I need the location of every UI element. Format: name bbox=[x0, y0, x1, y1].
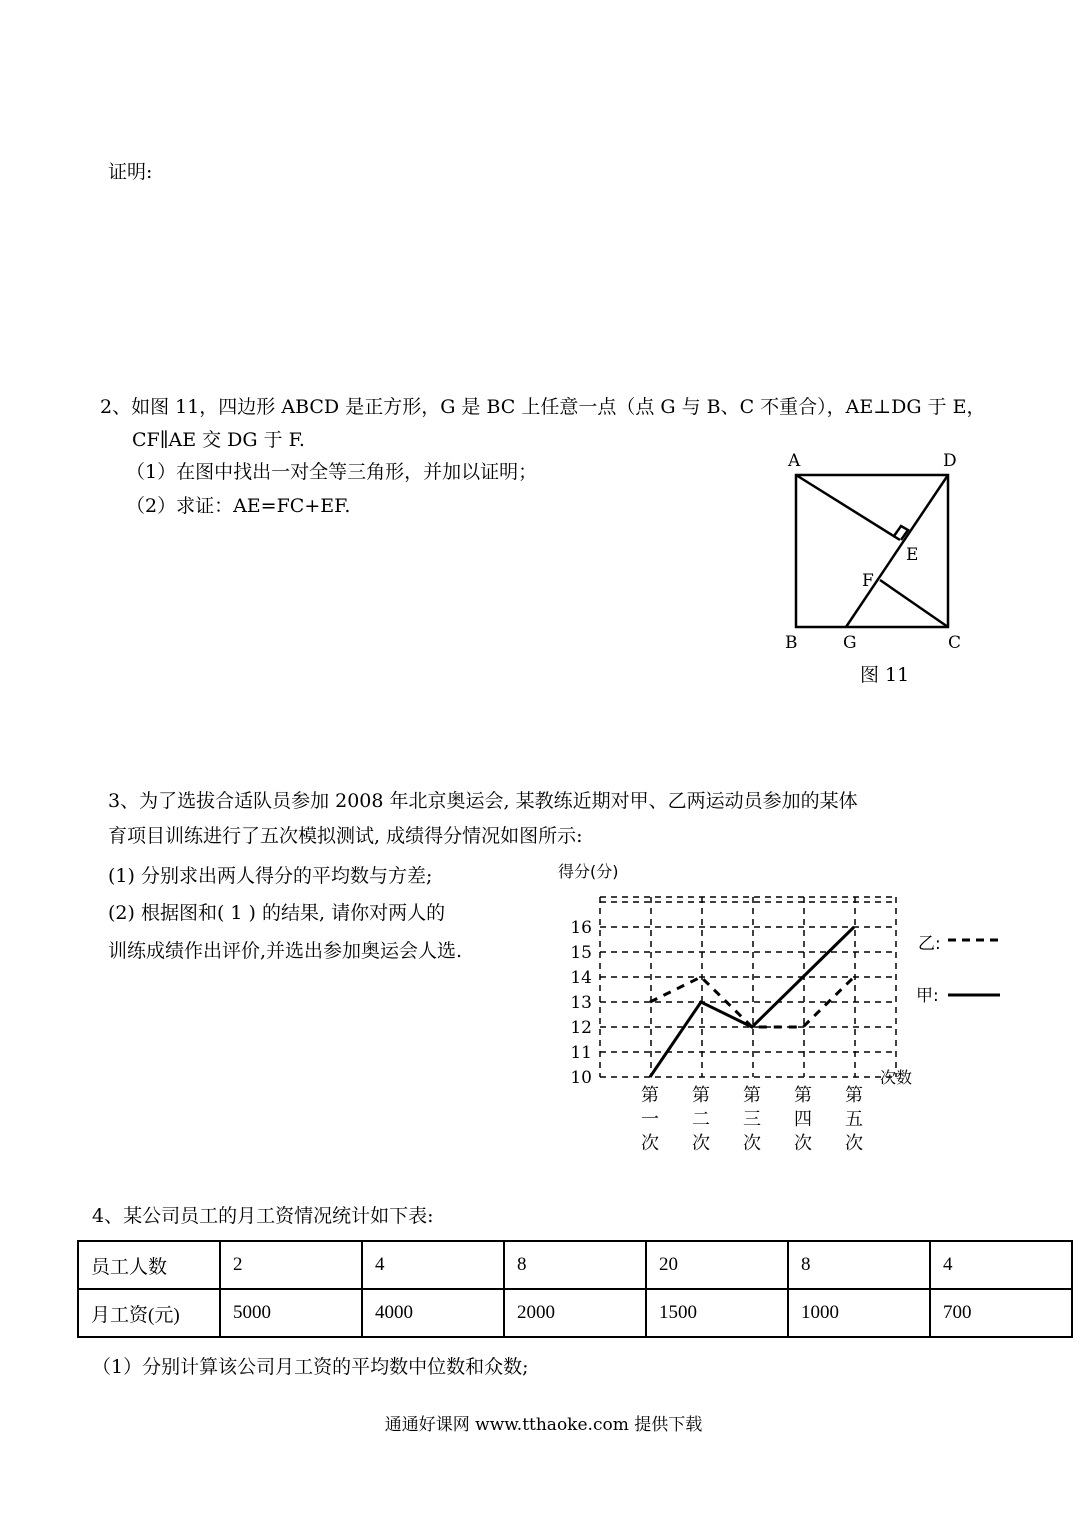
chart-ylabel: 得分(分) bbox=[558, 862, 619, 881]
table-cell: 5000 bbox=[220, 1289, 362, 1337]
y-tick-label: 15 bbox=[570, 943, 592, 963]
label-d: D bbox=[943, 451, 957, 471]
table-cell: 8 bbox=[504, 1241, 646, 1289]
segment-fc bbox=[880, 580, 948, 627]
x-tick-label: 次 bbox=[845, 1133, 863, 1154]
x-tick-label: 五 bbox=[845, 1109, 863, 1130]
q2-line1: 2、如图 11，四边形 ABCD 是正方形，G 是 BC 上任意一点（点 G 与 B、C 不重合），AE⊥DG 于 E， bbox=[100, 396, 986, 418]
chart-y-ticks bbox=[570, 918, 592, 1088]
table-cell: 2000 bbox=[504, 1289, 646, 1337]
q3-line2: 育项目训练进行了五次模拟测试, 成绩得分情况如图所示: bbox=[108, 825, 583, 847]
y-tick-label: 10 bbox=[570, 1068, 592, 1088]
x-tick-label: 二 bbox=[692, 1109, 710, 1130]
figure-caption: 图 11 bbox=[860, 664, 910, 686]
q4-part1: （1）分别计算该公司月工资的平均数中位数和众数; bbox=[92, 1356, 529, 1378]
y-tick-label: 13 bbox=[570, 993, 592, 1013]
x-tick-label: 第 bbox=[692, 1085, 710, 1106]
page-footer: 通通好课网 www.tthaoke.com 提供下载 bbox=[384, 1415, 703, 1435]
table-cell: 4000 bbox=[362, 1289, 504, 1337]
q2-line2: CF∥AE 交 DG 于 F. bbox=[132, 429, 305, 451]
q3-part2a: (2) 根据图和( 1 ) 的结果, 请你对两人的 bbox=[108, 902, 446, 924]
square-abcd bbox=[796, 475, 948, 627]
wage-table bbox=[77, 1240, 1073, 1338]
q2-part1: （1）在图中找出一对全等三角形，并加以证明； bbox=[126, 461, 538, 483]
x-tick-label: 四 bbox=[794, 1109, 812, 1130]
table-cell: 20 bbox=[646, 1241, 788, 1289]
q2-part2: （2）求证：AE=FC+EF. bbox=[126, 495, 351, 517]
x-tick-label: 第 bbox=[743, 1085, 761, 1106]
label-b: B bbox=[785, 633, 798, 653]
x-tick-label: 三 bbox=[743, 1109, 761, 1130]
table-cell: 1000 bbox=[788, 1289, 930, 1337]
x-tick-label: 第 bbox=[845, 1085, 863, 1106]
q3-line1: 3、为了选拔合适队员参加 2008 年北京奥运会, 某教练近期对甲、乙两运动员参加的某体 bbox=[108, 790, 858, 812]
table-cell: 月工资(元) bbox=[78, 1289, 220, 1337]
chart-xlabel: 次数 bbox=[880, 1068, 913, 1087]
table-cell: 1500 bbox=[646, 1289, 788, 1337]
x-tick-label: 第 bbox=[794, 1085, 812, 1106]
x-tick-label: 次 bbox=[641, 1133, 659, 1154]
x-tick-label: 次 bbox=[794, 1133, 812, 1154]
table-cell: 员工人数 bbox=[78, 1241, 220, 1289]
legend-yi-label: 乙: bbox=[918, 934, 941, 954]
score-chart bbox=[540, 855, 1020, 1155]
label-f: F bbox=[862, 571, 874, 591]
x-tick-label: 次 bbox=[692, 1133, 710, 1154]
table-row bbox=[78, 1289, 1072, 1337]
x-tick-label: 一 bbox=[641, 1109, 659, 1130]
x-tick-label: 次 bbox=[743, 1133, 761, 1154]
table-cell: 4 bbox=[930, 1241, 1072, 1289]
q4-line1: 4、某公司员工的月工资情况统计如下表: bbox=[92, 1205, 434, 1227]
segment-dg bbox=[846, 475, 948, 627]
chart-grid bbox=[600, 897, 896, 1077]
table-cell: 700 bbox=[930, 1289, 1072, 1337]
legend-jia-label: 甲: bbox=[916, 986, 939, 1006]
chart-x-ticks bbox=[641, 1085, 863, 1154]
table-cell: 4 bbox=[362, 1241, 504, 1289]
label-e: E bbox=[906, 545, 919, 565]
y-tick-label: 14 bbox=[570, 968, 592, 988]
table-row bbox=[78, 1241, 1072, 1289]
y-tick-label: 11 bbox=[570, 1043, 592, 1063]
square-figure bbox=[770, 440, 980, 690]
segment-ae bbox=[796, 475, 900, 540]
label-a: A bbox=[788, 451, 801, 471]
y-tick-label: 12 bbox=[570, 1018, 592, 1038]
q3-part1: (1) 分别求出两人得分的平均数与方差; bbox=[108, 865, 433, 887]
table-cell: 8 bbox=[788, 1241, 930, 1289]
proof-label: 证明: bbox=[108, 161, 153, 183]
y-tick-label: 16 bbox=[570, 918, 592, 938]
q3-part2b: 训练成绩作出评价,并选出参加奥运会人选. bbox=[108, 940, 463, 962]
table-cell: 2 bbox=[220, 1241, 362, 1289]
label-c: C bbox=[948, 633, 962, 653]
x-tick-label: 第 bbox=[641, 1085, 659, 1106]
label-g: G bbox=[843, 633, 857, 653]
